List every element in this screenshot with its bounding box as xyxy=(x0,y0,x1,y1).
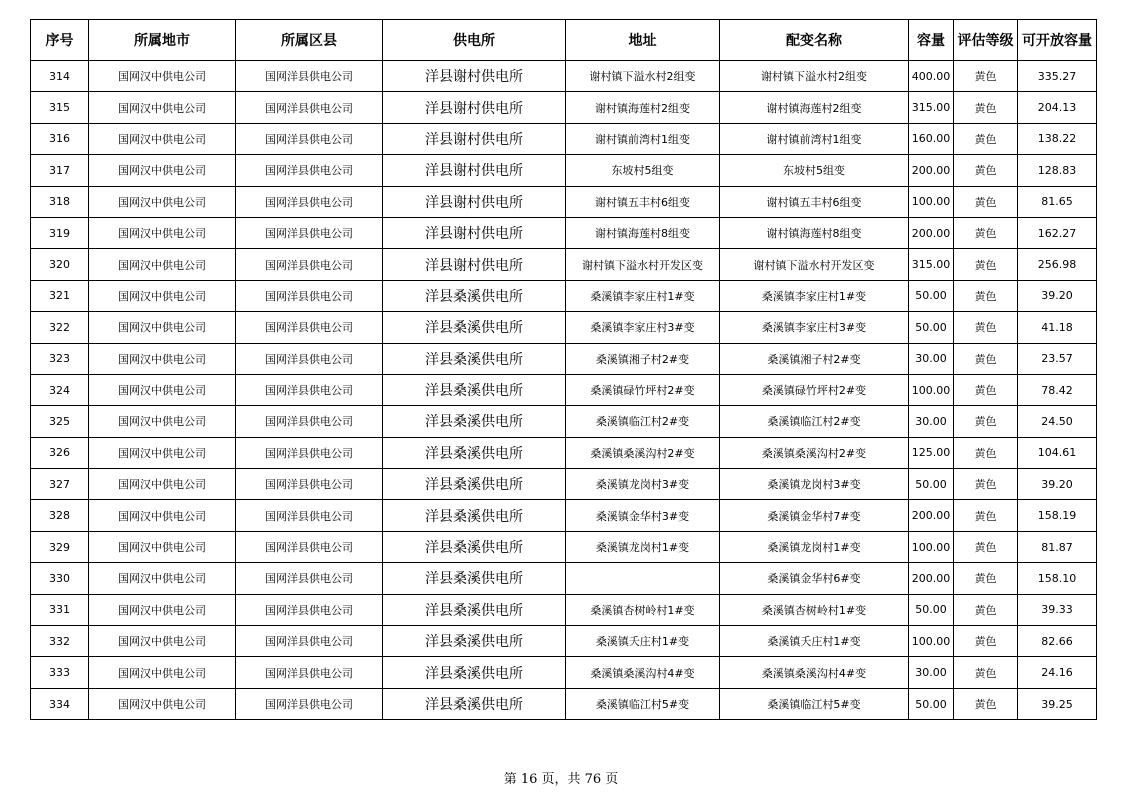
cell-capacity: 30.00 xyxy=(909,657,954,688)
cell-index: 324 xyxy=(31,374,89,405)
header-county: 所属区县 xyxy=(236,20,383,61)
cell-transformer-name: 桑溪镇金华村7#变 xyxy=(720,500,909,531)
cell-capacity: 50.00 xyxy=(909,312,954,343)
cell-index: 333 xyxy=(31,657,89,688)
cell-index: 325 xyxy=(31,406,89,437)
cell-index: 330 xyxy=(31,563,89,594)
header-index: 序号 xyxy=(31,20,89,61)
cell-county: 国网洋县供电公司 xyxy=(236,406,383,437)
cell-address xyxy=(566,563,720,594)
cell-transformer-name: 谢村镇海莲村2组变 xyxy=(720,92,909,123)
table-row xyxy=(31,406,1097,437)
cell-supply-station: 洋县桑溪供电所 xyxy=(383,657,566,688)
cell-city: 国网汉中供电公司 xyxy=(89,437,236,468)
cell-county: 国网洋县供电公司 xyxy=(236,343,383,374)
cell-supply-station: 洋县桑溪供电所 xyxy=(383,626,566,657)
cell-capacity: 315.00 xyxy=(909,92,954,123)
cell-rating: 黄色 xyxy=(954,469,1018,500)
table-row xyxy=(31,123,1097,154)
cell-address: 桑溪镇夭庄村1#变 xyxy=(566,626,720,657)
cell-index: 326 xyxy=(31,437,89,468)
cell-open-capacity: 24.50 xyxy=(1018,406,1097,437)
header-city: 所属地市 xyxy=(89,20,236,61)
cell-supply-station: 洋县桑溪供电所 xyxy=(383,437,566,468)
cell-rating: 黄色 xyxy=(954,531,1018,562)
cell-capacity: 100.00 xyxy=(909,374,954,405)
cell-index: 327 xyxy=(31,469,89,500)
cell-county: 国网洋县供电公司 xyxy=(236,312,383,343)
cell-address: 桑溪镇临江村5#变 xyxy=(566,688,720,719)
cell-open-capacity: 256.98 xyxy=(1018,249,1097,280)
table-row xyxy=(31,186,1097,217)
cell-index: 329 xyxy=(31,531,89,562)
table-row xyxy=(31,688,1097,719)
cell-city: 国网汉中供电公司 xyxy=(89,688,236,719)
cell-open-capacity: 81.65 xyxy=(1018,186,1097,217)
cell-transformer-name: 桑溪镇龙岗村1#变 xyxy=(720,531,909,562)
cell-rating: 黄色 xyxy=(954,217,1018,248)
cell-address: 谢村镇下溢水村2组变 xyxy=(566,61,720,92)
cell-transformer-name: 桑溪镇夭庄村1#变 xyxy=(720,626,909,657)
cell-supply-station: 洋县桑溪供电所 xyxy=(383,688,566,719)
cell-address: 桑溪镇桑溪沟村4#变 xyxy=(566,657,720,688)
header-capacity: 容量 xyxy=(909,20,954,61)
cell-supply-station: 洋县桑溪供电所 xyxy=(383,500,566,531)
cell-open-capacity: 82.66 xyxy=(1018,626,1097,657)
cell-open-capacity: 23.57 xyxy=(1018,343,1097,374)
transformer-capacity-table xyxy=(30,19,1097,720)
cell-transformer-name: 谢村镇下溢水村2组变 xyxy=(720,61,909,92)
cell-county: 国网洋县供电公司 xyxy=(236,186,383,217)
cell-city: 国网汉中供电公司 xyxy=(89,531,236,562)
table-row xyxy=(31,312,1097,343)
cell-transformer-name: 桑溪镇桑溪沟村2#变 xyxy=(720,437,909,468)
cell-rating: 黄色 xyxy=(954,92,1018,123)
cell-supply-station: 洋县谢村供电所 xyxy=(383,61,566,92)
cell-transformer-name: 桑溪镇临江村2#变 xyxy=(720,406,909,437)
cell-county: 国网洋县供电公司 xyxy=(236,500,383,531)
cell-transformer-name: 桑溪镇李家庄村3#变 xyxy=(720,312,909,343)
cell-index: 320 xyxy=(31,249,89,280)
cell-county: 国网洋县供电公司 xyxy=(236,155,383,186)
cell-city: 国网汉中供电公司 xyxy=(89,594,236,625)
cell-capacity: 50.00 xyxy=(909,469,954,500)
cell-rating: 黄色 xyxy=(954,688,1018,719)
cell-open-capacity: 78.42 xyxy=(1018,374,1097,405)
header-open-capacity: 可开放容量 xyxy=(1018,20,1097,61)
cell-city: 国网汉中供电公司 xyxy=(89,155,236,186)
cell-supply-station: 洋县桑溪供电所 xyxy=(383,563,566,594)
cell-rating: 黄色 xyxy=(954,594,1018,625)
cell-supply-station: 洋县谢村供电所 xyxy=(383,92,566,123)
header-supply-station: 供电所 xyxy=(383,20,566,61)
cell-capacity: 100.00 xyxy=(909,186,954,217)
cell-address: 东坡村5组变 xyxy=(566,155,720,186)
cell-open-capacity: 335.27 xyxy=(1018,61,1097,92)
cell-address: 桑溪镇李家庄村3#变 xyxy=(566,312,720,343)
cell-supply-station: 洋县桑溪供电所 xyxy=(383,531,566,562)
cell-rating: 黄色 xyxy=(954,123,1018,154)
cell-open-capacity: 158.19 xyxy=(1018,500,1097,531)
cell-county: 国网洋县供电公司 xyxy=(236,563,383,594)
cell-transformer-name: 谢村镇五丰村6组变 xyxy=(720,186,909,217)
cell-transformer-name: 桑溪镇湘子村2#变 xyxy=(720,343,909,374)
table-row xyxy=(31,217,1097,248)
cell-index: 316 xyxy=(31,123,89,154)
cell-supply-station: 洋县谢村供电所 xyxy=(383,217,566,248)
table-row xyxy=(31,92,1097,123)
cell-capacity: 200.00 xyxy=(909,217,954,248)
table-row xyxy=(31,155,1097,186)
cell-address: 谢村镇下溢水村开发区变 xyxy=(566,249,720,280)
cell-address: 谢村镇五丰村6组变 xyxy=(566,186,720,217)
cell-index: 323 xyxy=(31,343,89,374)
cell-rating: 黄色 xyxy=(954,186,1018,217)
table-row xyxy=(31,374,1097,405)
cell-county: 国网洋县供电公司 xyxy=(236,61,383,92)
cell-open-capacity: 39.20 xyxy=(1018,280,1097,311)
cell-capacity: 100.00 xyxy=(909,626,954,657)
cell-supply-station: 洋县桑溪供电所 xyxy=(383,374,566,405)
table-row xyxy=(31,500,1097,531)
cell-rating: 黄色 xyxy=(954,657,1018,688)
cell-index: 319 xyxy=(31,217,89,248)
cell-transformer-name: 桑溪镇碌竹坪村2#变 xyxy=(720,374,909,405)
header-rating: 评估等级 xyxy=(954,20,1018,61)
cell-rating: 黄色 xyxy=(954,61,1018,92)
cell-supply-station: 洋县桑溪供电所 xyxy=(383,469,566,500)
cell-open-capacity: 24.16 xyxy=(1018,657,1097,688)
cell-rating: 黄色 xyxy=(954,249,1018,280)
cell-index: 315 xyxy=(31,92,89,123)
cell-open-capacity: 39.33 xyxy=(1018,594,1097,625)
cell-county: 国网洋县供电公司 xyxy=(236,437,383,468)
table-row xyxy=(31,469,1097,500)
cell-capacity: 100.00 xyxy=(909,531,954,562)
header-transformer-name: 配变名称 xyxy=(720,20,909,61)
cell-rating: 黄色 xyxy=(954,626,1018,657)
table-row xyxy=(31,61,1097,92)
cell-city: 国网汉中供电公司 xyxy=(89,374,236,405)
cell-transformer-name: 桑溪镇临江村5#变 xyxy=(720,688,909,719)
cell-rating: 黄色 xyxy=(954,500,1018,531)
cell-capacity: 160.00 xyxy=(909,123,954,154)
cell-address: 桑溪镇李家庄村1#变 xyxy=(566,280,720,311)
cell-county: 国网洋县供电公司 xyxy=(236,688,383,719)
cell-rating: 黄色 xyxy=(954,343,1018,374)
cell-supply-station: 洋县谢村供电所 xyxy=(383,155,566,186)
cell-city: 国网汉中供电公司 xyxy=(89,123,236,154)
cell-capacity: 200.00 xyxy=(909,500,954,531)
cell-city: 国网汉中供电公司 xyxy=(89,563,236,594)
table-row xyxy=(31,563,1097,594)
cell-open-capacity: 162.27 xyxy=(1018,217,1097,248)
cell-address: 谢村镇海莲村8组变 xyxy=(566,217,720,248)
cell-county: 国网洋县供电公司 xyxy=(236,280,383,311)
cell-supply-station: 洋县桑溪供电所 xyxy=(383,406,566,437)
cell-rating: 黄色 xyxy=(954,155,1018,186)
cell-county: 国网洋县供电公司 xyxy=(236,626,383,657)
cell-open-capacity: 204.13 xyxy=(1018,92,1097,123)
cell-city: 国网汉中供电公司 xyxy=(89,217,236,248)
cell-city: 国网汉中供电公司 xyxy=(89,626,236,657)
cell-index: 321 xyxy=(31,280,89,311)
cell-address: 桑溪镇湘子村2#变 xyxy=(566,343,720,374)
cell-index: 334 xyxy=(31,688,89,719)
cell-capacity: 30.00 xyxy=(909,343,954,374)
cell-capacity: 315.00 xyxy=(909,249,954,280)
cell-address: 谢村镇前湾村1组变 xyxy=(566,123,720,154)
cell-capacity: 125.00 xyxy=(909,437,954,468)
cell-index: 328 xyxy=(31,500,89,531)
cell-supply-station: 洋县桑溪供电所 xyxy=(383,343,566,374)
cell-county: 国网洋县供电公司 xyxy=(236,374,383,405)
cell-open-capacity: 128.83 xyxy=(1018,155,1097,186)
cell-transformer-name: 谢村镇下溢水村开发区变 xyxy=(720,249,909,280)
cell-open-capacity: 39.20 xyxy=(1018,469,1097,500)
cell-city: 国网汉中供电公司 xyxy=(89,406,236,437)
cell-address: 桑溪镇杏树岭村1#变 xyxy=(566,594,720,625)
cell-county: 国网洋县供电公司 xyxy=(236,594,383,625)
cell-index: 314 xyxy=(31,61,89,92)
table-row xyxy=(31,343,1097,374)
cell-open-capacity: 81.87 xyxy=(1018,531,1097,562)
cell-supply-station: 洋县桑溪供电所 xyxy=(383,594,566,625)
cell-index: 318 xyxy=(31,186,89,217)
cell-county: 国网洋县供电公司 xyxy=(236,249,383,280)
cell-address: 桑溪镇临江村2#变 xyxy=(566,406,720,437)
cell-capacity: 50.00 xyxy=(909,594,954,625)
cell-supply-station: 洋县桑溪供电所 xyxy=(383,312,566,343)
cell-transformer-name: 桑溪镇桑溪沟村4#变 xyxy=(720,657,909,688)
cell-address: 桑溪镇碌竹坪村2#变 xyxy=(566,374,720,405)
cell-transformer-name: 谢村镇海莲村8组变 xyxy=(720,217,909,248)
cell-index: 322 xyxy=(31,312,89,343)
header-row xyxy=(31,20,1097,61)
cell-rating: 黄色 xyxy=(954,312,1018,343)
cell-index: 317 xyxy=(31,155,89,186)
cell-open-capacity: 39.25 xyxy=(1018,688,1097,719)
cell-address: 桑溪镇桑溪沟村2#变 xyxy=(566,437,720,468)
cell-transformer-name: 桑溪镇李家庄村1#变 xyxy=(720,280,909,311)
cell-city: 国网汉中供电公司 xyxy=(89,657,236,688)
cell-city: 国网汉中供电公司 xyxy=(89,280,236,311)
cell-rating: 黄色 xyxy=(954,406,1018,437)
cell-supply-station: 洋县谢村供电所 xyxy=(383,186,566,217)
table-row xyxy=(31,280,1097,311)
cell-transformer-name: 桑溪镇龙岗村3#变 xyxy=(720,469,909,500)
cell-capacity: 200.00 xyxy=(909,563,954,594)
cell-address: 桑溪镇龙岗村1#变 xyxy=(566,531,720,562)
page-number: 第 16 页，共 76 页 xyxy=(503,772,619,787)
cell-transformer-name: 东坡村5组变 xyxy=(720,155,909,186)
table-row xyxy=(31,594,1097,625)
cell-county: 国网洋县供电公司 xyxy=(236,531,383,562)
cell-city: 国网汉中供电公司 xyxy=(89,469,236,500)
cell-index: 331 xyxy=(31,594,89,625)
cell-transformer-name: 桑溪镇杏树岭村1#变 xyxy=(720,594,909,625)
header-address: 地址 xyxy=(566,20,720,61)
cell-supply-station: 洋县桑溪供电所 xyxy=(383,280,566,311)
cell-capacity: 50.00 xyxy=(909,280,954,311)
table-row xyxy=(31,249,1097,280)
cell-open-capacity: 138.22 xyxy=(1018,123,1097,154)
cell-transformer-name: 谢村镇前湾村1组变 xyxy=(720,123,909,154)
cell-address: 桑溪镇金华村3#变 xyxy=(566,500,720,531)
cell-capacity: 200.00 xyxy=(909,155,954,186)
cell-county: 国网洋县供电公司 xyxy=(236,92,383,123)
cell-county: 国网洋县供电公司 xyxy=(236,123,383,154)
table-body xyxy=(31,61,1097,720)
cell-county: 国网洋县供电公司 xyxy=(236,217,383,248)
cell-capacity: 400.00 xyxy=(909,61,954,92)
cell-supply-station: 洋县谢村供电所 xyxy=(383,249,566,280)
cell-rating: 黄色 xyxy=(954,563,1018,594)
cell-address: 桑溪镇龙岗村3#变 xyxy=(566,469,720,500)
cell-city: 国网汉中供电公司 xyxy=(89,343,236,374)
cell-supply-station: 洋县谢村供电所 xyxy=(383,123,566,154)
cell-rating: 黄色 xyxy=(954,280,1018,311)
cell-index: 332 xyxy=(31,626,89,657)
cell-city: 国网汉中供电公司 xyxy=(89,186,236,217)
cell-city: 国网汉中供电公司 xyxy=(89,249,236,280)
cell-capacity: 50.00 xyxy=(909,688,954,719)
table-row xyxy=(31,531,1097,562)
cell-city: 国网汉中供电公司 xyxy=(89,92,236,123)
cell-city: 国网汉中供电公司 xyxy=(89,500,236,531)
cell-rating: 黄色 xyxy=(954,437,1018,468)
table-row xyxy=(31,657,1097,688)
table-row xyxy=(31,437,1097,468)
cell-open-capacity: 158.10 xyxy=(1018,563,1097,594)
cell-capacity: 30.00 xyxy=(909,406,954,437)
table-row xyxy=(31,626,1097,657)
cell-county: 国网洋县供电公司 xyxy=(236,657,383,688)
cell-open-capacity: 41.18 xyxy=(1018,312,1097,343)
cell-address: 谢村镇海莲村2组变 xyxy=(566,92,720,123)
cell-city: 国网汉中供电公司 xyxy=(89,61,236,92)
cell-county: 国网洋县供电公司 xyxy=(236,469,383,500)
cell-city: 国网汉中供电公司 xyxy=(89,312,236,343)
cell-rating: 黄色 xyxy=(954,374,1018,405)
cell-open-capacity: 104.61 xyxy=(1018,437,1097,468)
cell-transformer-name: 桑溪镇金华村6#变 xyxy=(720,563,909,594)
